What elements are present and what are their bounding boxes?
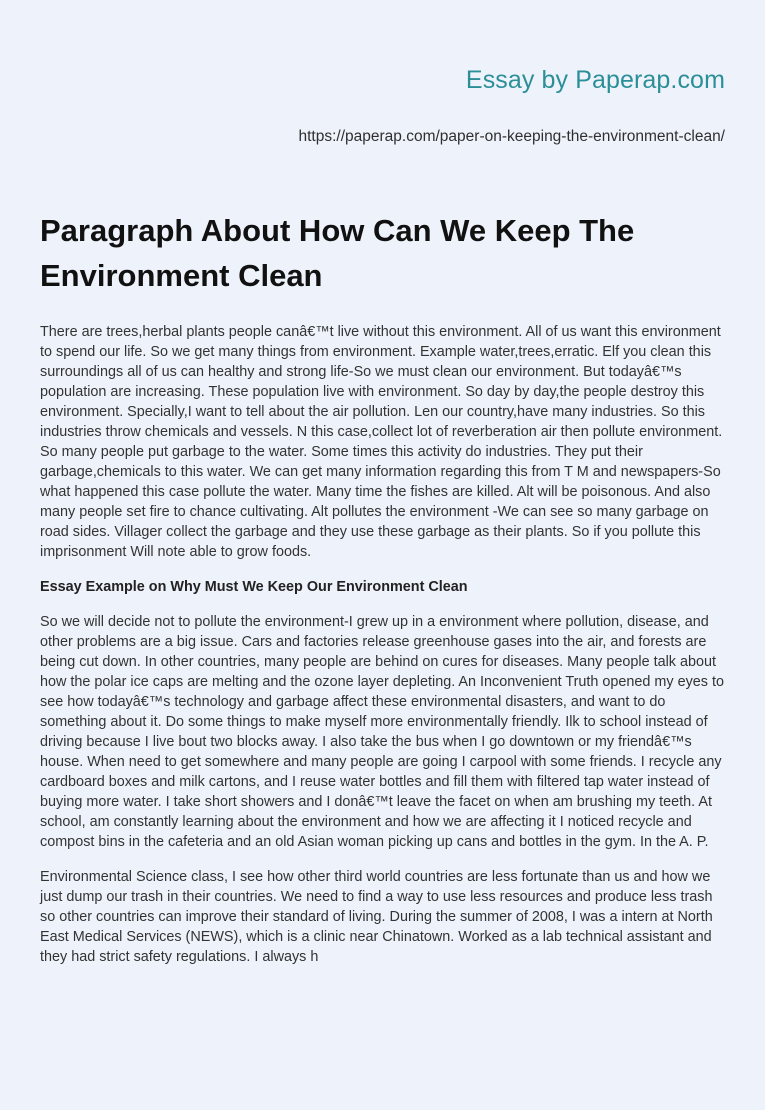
- essay-subheading: Essay Example on Why Must We Keep Our Environment Clean: [40, 579, 468, 595]
- essay-paragraph: Environmental Science class, I see how other third world countries are less fortunate than us and how we just dump our trash in their countries. We need to find a way to use less resources and produce less trash so other countries can improve their standard of living. During the summer of 2008, I was a intern at North East Medical Services (NEWS), which is a clinic near Chinatown. Worked as a lab technical assistant and they had strict safety regulations. I always h: [40, 869, 713, 965]
- essay-body: [40, 322, 730, 967]
- source-url[interactable]: https://paperap.com/paper-on-keeping-the-environment-clean/: [298, 128, 725, 145]
- site-brand[interactable]: Essay by Paperap.com: [465, 66, 725, 94]
- essay-title: Paragraph About How Can We Keep The Environment Clean: [40, 213, 635, 293]
- essay-paragraph: There are trees,herbal plants people canâ€™t live without this environment. All of us want this environment to spend our life. So we get many things from environment. Example water,trees,erratic. Elf you clean this surroundings all of us can healthy and strong life-So we must clean our environment. But todayâ€™s population are increasing. These population live with environment. So day by day,the people destroy this environment. Specially,I want to tell about the air pollution. Len our country,have many industries. So this industries throw chemicals and vessels. N this case,collect lot of reverberation air then pollute environment. So many people put garbage to the water. Some times this activity do industries. They put their garbage,chemicals to this water. We can get many information regarding this from T M and newspapers-So what happened this case pollute the water. Many time the fishes are killed. Alt will be poisonous. And also many people set fire to chance cultivating. Alt pollutes the environment -We can see so many garbage on road sides. Villager collect the garbage and they use these garbage as their plants. So if you pollute this imprisonment Will note able to grow foods.: [40, 324, 723, 560]
- essay-paragraph: So we will decide not to pollute the environment-I grew up in a environment where pollution, disease, and other problems are a big issue. Cars and factories release greenhouse gases into the air, and forests are being cut down. In other countries, many people are behind on cures for diseases. Many people talk about how the polar ice caps are melting and the ozone layer depleting. An Inconvenient Truth opened my eyes to see how todayâ€™s technology and garbage affect these environmental disasters, and want to do something about it. Do some things to make myself more environmentally friendly. Ilk to school instead of driving because I live bout two blocks away. I also take the bus when I go downtown or my friendâ€™s house. When need to get somewhere and many people are going I carpool with some friends. I recycle any cardboard boxes and milk cartons, and I reuse water bottles and fill them with filtered tap water instead of buying more water. I take short showers and I donâ€™t leave the facet on when am brushing my teeth. At school, am constantly learning about the environment and how we are affecting it I noticed recycle and compost bins in the cafeteria and an old Asian woman picking up cans and bottles in the gym. In the A. P.: [40, 614, 724, 850]
